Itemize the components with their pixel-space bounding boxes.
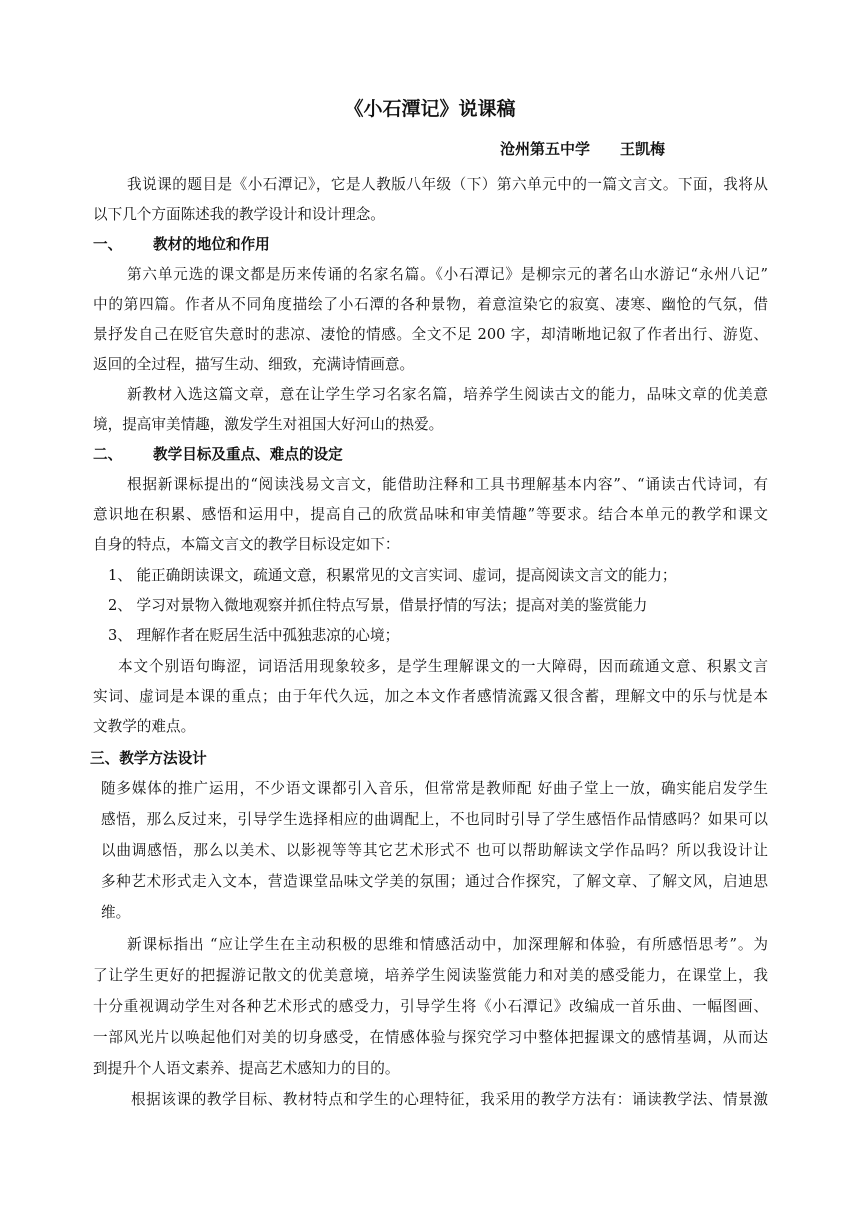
paragraph-line: 一部风光片以唤起他们对美的切身感受，在情感体验与探究学习中整体把握课文的感情基调，从而达	[93, 1029, 768, 1046]
paragraph-line: 感悟，那么反过来，引导学生选择相应的曲调配上，不也同时引导了学生感悟作品情感吗？如果可以	[101, 811, 768, 828]
paragraph-line: 到提升个人语文素养、提高艺术感知力的目的。	[93, 1060, 400, 1077]
paragraph-line: 十分重视调动学生对各种艺术形式的感受力，引导学生将《小石潭记》改编成一首乐曲、一幅图画、	[93, 998, 768, 1015]
paragraph-line: 根据该课的教学目标、教材特点和学生的心理特征，我采用的教学方法有：诵读教学法、情景激	[131, 1091, 768, 1108]
paragraph-line: 中的第四篇。作者从不同角度描绘了小石潭的各种景物，着意渲染它的寂寞、凄寒、幽怆的气氛，借	[93, 296, 768, 313]
goal-item: 3、 理解作者在贬居生活中孤独悲凉的心境；	[108, 627, 400, 644]
section-heading-1	[93, 235, 768, 255]
paragraph-line: 根据新课标提出的“阅读浅易文言文，能借助注释和工具书理解基本内容”、“诵读古代诗词，有	[127, 476, 768, 493]
paragraph-line: 新课标指出 “应让学生在主动积极的思维和情感活动中，加深理解和体验，有所感悟思考”。为	[127, 936, 768, 953]
section-heading-3: 三、教学方法设计	[90, 750, 207, 767]
section-number: 二、	[93, 446, 123, 463]
paragraph-line: 了让学生更好的把握游记散文的优美意境，培养学生阅读鉴赏能力和对美的感受能力，在课堂上，我	[93, 967, 768, 984]
document-title: 《小石潭记》说课稿	[344, 98, 516, 120]
paragraph-line: 实词、虚词是本课的重点；由于年代久远，加之本文作者感情流露又很含蓄，理解文中的乐与忧是本	[93, 688, 768, 705]
paragraph-line: 景抒发自己在贬官失意时的悲凉、凄怆的情感。全文不足 200 字，却清晰地记叙了作者出行、游览、	[93, 326, 768, 343]
paragraph-line: 多种艺术形式走入文本，营造课堂品味文学美的氛围；通过合作探究，了解文章、了解文风，启迪思	[101, 873, 768, 890]
section-heading-2	[93, 445, 768, 465]
paragraph-line: 随多媒体的推广运用，不少语文课都引入音乐，但常常是教师配 好曲子堂上一放，确实能启发学生	[101, 780, 768, 797]
author-name: 王凯梅	[620, 140, 666, 158]
author-line	[500, 139, 665, 159]
paragraph-line: 境，提高审美情趣，激发学生对祖国大好河山的热爱。	[93, 416, 444, 433]
intro-line: 我说课的题目是《小石潭记》，它是人教版八年级（下）第六单元中的一篇文言文。下面，我将从	[127, 176, 768, 193]
paragraph-line: 文教学的难点。	[93, 718, 196, 735]
section-title: 教学目标及重点、难点的设定	[153, 446, 343, 463]
paragraph-line: 维。	[101, 904, 131, 921]
paragraph-line: 本文个别语句晦涩，词语活用现象较多，是学生理解课文的一大障碍，因而疏通文意、积累文言	[118, 658, 768, 675]
paragraph-line: 第六单元选的课文都是历来传诵的名家名篇。《小石潭记》是柳宗元的著名山水游记“永州八记”	[127, 266, 768, 283]
paragraph-line: 返回的全过程，描写生动、细致，充满诗情画意。	[93, 356, 415, 373]
intro-line: 以下几个方面陈述我的教学设计和设计理念。	[93, 206, 385, 223]
goal-item: 1、 能正确朗读课文，疏通文意，积累常见的文言实词、虚词，提高阅读文言文的能力；	[108, 567, 677, 584]
school-name: 沧州第五中学	[500, 140, 591, 158]
paragraph-line: 意识地在积累、感悟和运用中，提高自己的欣赏品味和审美情趣”等要求。结合本单元的教学和课文	[93, 506, 768, 523]
goal-item: 2、 学习对景物入微地观察并抓住特点写景，借景抒情的写法；提高对美的鉴赏能力	[108, 597, 648, 614]
section-number: 一、	[93, 236, 123, 253]
section-title: 教材的地位和作用	[153, 236, 270, 253]
paragraph-line: 以曲调感悟，那么以美术、以影视等等其它艺术形式不 也可以帮助解读文学作品吗？所以我设计让	[101, 842, 768, 859]
paragraph-line: 自身的特点，本篇文言文的教学目标设定如下：	[93, 536, 400, 553]
paragraph-line: 新教材入选这篇文章，意在让学生学习名家名篇，培养学生阅读古文的能力，品味文章的优美意	[127, 386, 768, 403]
